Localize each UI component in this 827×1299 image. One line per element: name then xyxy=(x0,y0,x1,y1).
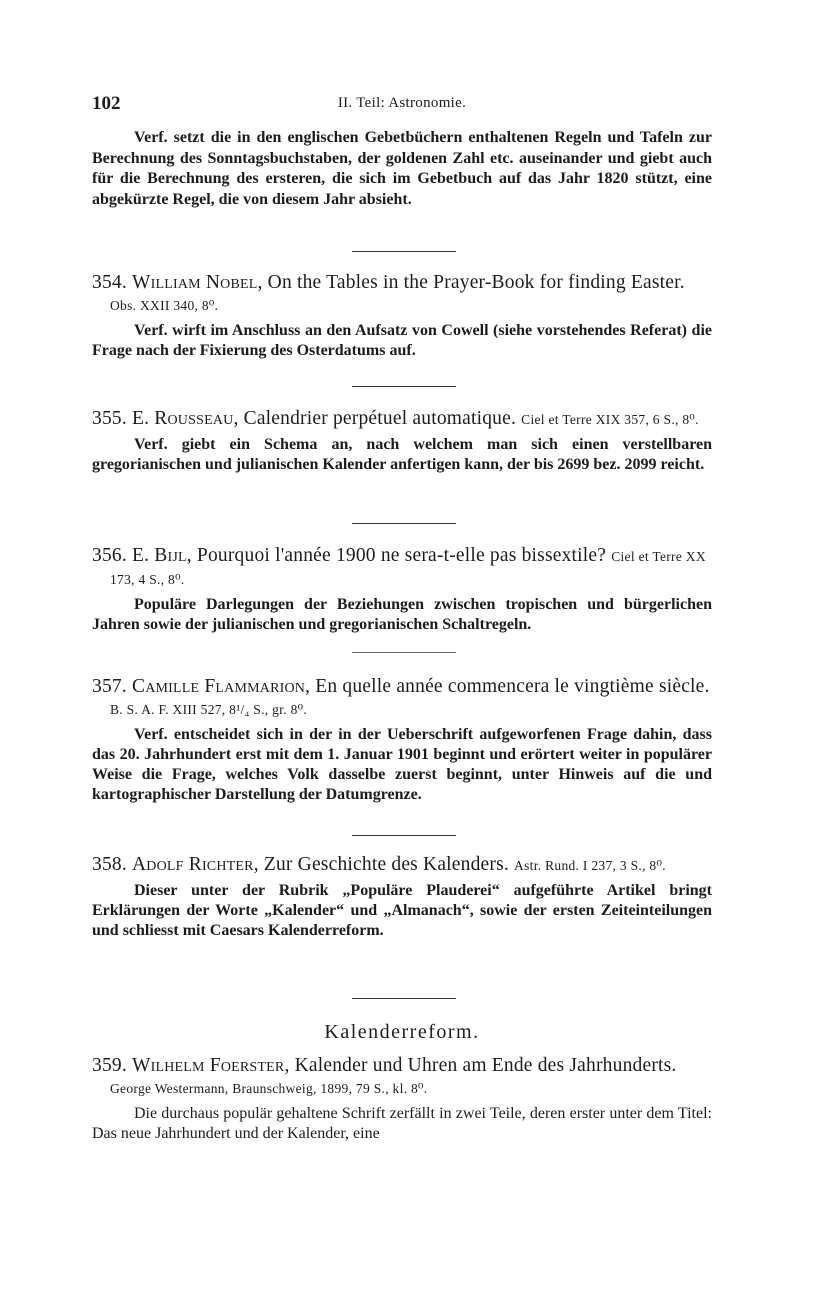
page-header xyxy=(92,93,712,117)
entry-title: Kalender und Uhren am Ende des Jahrhunderts. xyxy=(294,1055,677,1076)
intro-text: Verf. setzt die in den englischen Gebetbüchern enthaltenen Regeln und Tafeln zur Berechnung des Sonntagsbuchstaben, der goldenen Zahl etc. auseinander und giebt auch für die Berechnung des ersteren, die sich im Gebetbuch auf das Jahr 1820 stützt, eine abgekürzte Regel, die von diesem Jahr absieht. xyxy=(92,129,712,208)
entry-source: Ciel et Terre XX 173, 4 S., 8⁰. xyxy=(110,549,706,587)
entry-author: Adolf Richter, xyxy=(132,854,259,875)
entry-summary: Verf. wirft im Anschluss an den Aufsatz von Cowell (siehe vorstehendes Referat) die Frage nach der Fixierung des Osterdatums auf. xyxy=(92,322,712,359)
entry-summary: Verf. giebt ein Schema an, nach welchem man sich einen verstellbaren gregorianischen und julianischen Kalender anfertigen kann, der bis 2699 bez. 2099 reicht. xyxy=(92,436,712,473)
entry-source: Ciel et Terre XIX 357, 6 S., 8⁰. xyxy=(521,412,699,427)
entry-summary: Die durchaus populär gehaltene Schrift zerfällt in zwei Teile, deren erster unter dem Titel: Das neue Jahrhundert und der Kalender, eine xyxy=(92,1105,712,1142)
divider-rule xyxy=(352,251,456,252)
entry-number: 359. xyxy=(92,1055,127,1076)
entry-354 xyxy=(92,272,712,361)
entry-source: B. S. A. F. XIII 527, 8¹/₄ S., gr. 8⁰. xyxy=(110,702,308,717)
section-title: Kalenderreform. xyxy=(324,1021,480,1043)
entry-source: Obs. XXII 340, 8⁰. xyxy=(110,298,219,313)
entry-heading xyxy=(92,1055,712,1100)
entry-title: Zur Geschichte des Kalenders. xyxy=(263,854,509,875)
entry-title: On the Tables in the Prayer-Book for finding Easter. xyxy=(267,272,685,293)
entry-title: Calendrier perpétuel automatique. xyxy=(243,408,517,429)
entry-heading xyxy=(92,545,712,591)
entry-author: Wilhelm Foerster, xyxy=(132,1055,290,1076)
entry-359 xyxy=(92,1055,712,1144)
entry-summary: Dieser unter der Rubrik „Populäre Plauderei“ aufgeführte Artikel bringt Erklärungen der Worte „Kalender“ und „Almanach“, sowie der ersten Zeiteinteilungen und schliesst mit Caesars Kalenderreform. xyxy=(92,882,712,939)
page-number: 102 xyxy=(92,93,121,114)
entry-title: En quelle année commencera le vingtième siècle. xyxy=(315,676,710,697)
intro-paragraph xyxy=(92,128,712,210)
entry-source: Astr. Rund. I 237, 3 S., 8⁰. xyxy=(514,858,666,873)
entry-author: E. Rousseau, xyxy=(132,408,239,429)
entry-357 xyxy=(92,676,712,805)
entry-author: E. Bijl, xyxy=(132,545,192,566)
entry-summary: Populäre Darlegungen der Beziehungen zwischen tropischen und bürgerlichen Jahren sowie der julianischen und gregorianischen Schaltregeln. xyxy=(92,596,712,633)
entry-356 xyxy=(92,545,712,635)
entry-number: 358. xyxy=(92,854,127,875)
entry-heading xyxy=(92,272,712,317)
entry-number: 357. xyxy=(92,676,127,697)
divider-rule xyxy=(352,652,456,653)
entry-heading xyxy=(92,676,712,721)
entry-number: 356. xyxy=(92,545,127,566)
entry-355 xyxy=(92,408,712,475)
divider-rule xyxy=(352,998,456,999)
entry-source: George Westermann, Braunschweig, 1899, 79 S., kl. 8⁰. xyxy=(110,1081,428,1096)
entry-number: 355. xyxy=(92,408,127,429)
divider-rule xyxy=(352,386,456,387)
running-head: II. Teil: Astronomie. xyxy=(337,95,467,111)
entry-summary: Verf. entscheidet sich in der in der Ueberschrift aufgeworfenen Frage dahin, dass das 20. Jahrhundert erst mit dem 1. Januar 1901 beginnt und erörtert weiter in populärer Weise die Frage, welches Volk dasselbe zuerst beginnt, unter Hinweis auf die und kartographischer Darstellung der Datumgrenze. xyxy=(92,726,712,803)
entry-number: 354. xyxy=(92,272,127,293)
entry-title: Pourquoi l'année 1900 ne sera-t-elle pas bissextile? xyxy=(196,545,607,566)
entry-heading xyxy=(92,408,712,431)
entry-heading xyxy=(92,854,712,877)
entry-358 xyxy=(92,854,712,941)
entry-author: William Nobel, xyxy=(132,272,263,293)
entry-author: Camille Flammarion, xyxy=(132,676,311,697)
divider-rule xyxy=(352,523,456,524)
divider-rule xyxy=(352,835,456,836)
